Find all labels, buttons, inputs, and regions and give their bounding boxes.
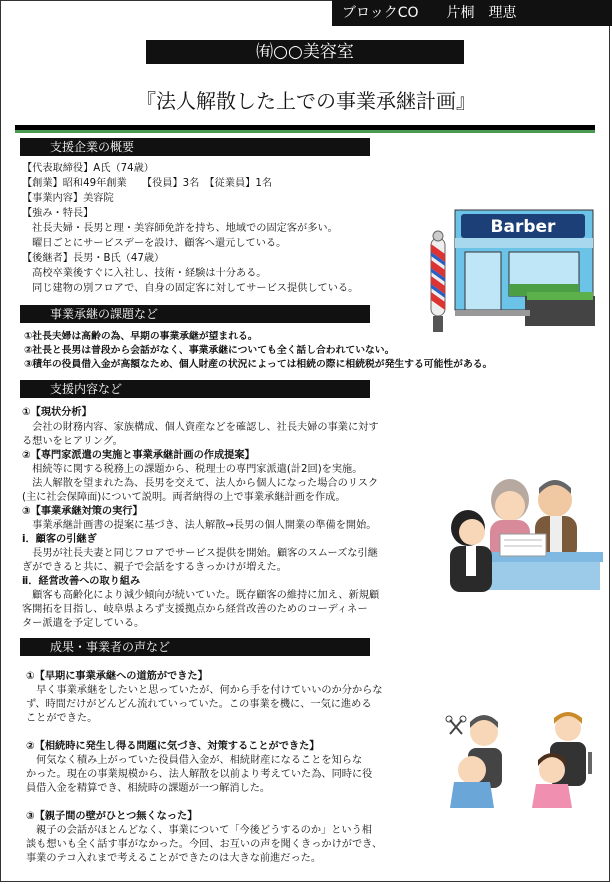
results-line: かった。現在の事業規模から、法人解散を以前より考えていた為、同時に役 bbox=[26, 769, 373, 780]
issue-item: ③積年の役員借入金が高額なため、個人財産の状況によっては相続の際に相続税が発生する可能性がある。 bbox=[24, 359, 493, 370]
support-line: 事業承継計画書の提案に基づき、法人解散→長男の個人開業の準備を開始。 bbox=[22, 520, 377, 531]
overview-line: 社長夫婦・長男と理・美容師免許を持ち、地域での固定客が多い。 bbox=[22, 223, 338, 234]
section-results-title: 成果・事業者の声など bbox=[50, 640, 171, 654]
issue-item: ②社長と長男は普段から会話がなく、事業承継についても全く話し合われていない。 bbox=[24, 345, 395, 356]
results-line: 親子の会話がほとんどなく、事業について「今後どうするのか」という相 bbox=[26, 825, 372, 836]
barber-shop-illustration bbox=[425, 200, 600, 335]
results-line: ①【早期に事業承継への道筋ができた】 bbox=[26, 671, 208, 682]
support-line: ⅱ．経営改善への取り組み bbox=[22, 576, 141, 587]
overview-line: 【代表取締役】A氏（74歳） bbox=[22, 163, 154, 174]
support-line: ①【現状分析】 bbox=[22, 407, 92, 418]
support-line: 客開拓を目指し、岐阜県よろず支援拠点から経営改善のためのコーディネー bbox=[22, 604, 368, 615]
section-overview-header bbox=[20, 138, 370, 156]
support-line: ⅰ．顧客の引継ぎ bbox=[22, 534, 97, 545]
title-rule-green bbox=[15, 130, 595, 133]
author-bar: ブロックCO 片桐 理恵 bbox=[332, 0, 612, 26]
overview-line: 高校卒業後すぐに入社し、技術・経験は十分ある。 bbox=[22, 268, 267, 279]
support-line: 会社の財務内容、家族構成、個人資産などを確認し、社長夫婦の事業に対す bbox=[22, 422, 379, 433]
barber-sign: Barber bbox=[490, 217, 556, 237]
overview-line: 【後継者】長男・B氏（47歳） bbox=[22, 253, 165, 264]
results-line: ③【親子間の壁がひとつ無くなった】 bbox=[26, 811, 198, 822]
overview-line: 【事業内容】美容院 bbox=[22, 193, 114, 204]
support-line: 相続等に関する税務上の課題から、税理士の専門家派遣(計2回)を実施。 bbox=[22, 464, 363, 475]
overview-line: 【創業】昭和49年創業 【役員】3名 【従業員】1名 bbox=[22, 178, 273, 189]
results-line: ことができた。 bbox=[26, 713, 98, 724]
support-line: る想いをヒアリング。 bbox=[22, 436, 123, 447]
overview-line: 【強み・特長】 bbox=[22, 208, 94, 219]
section-overview-title: 支援企業の概要 bbox=[50, 140, 135, 154]
results-line: ②【相続時に発生し得る問題に気づき、対策することができた】 bbox=[26, 741, 320, 752]
section-results-header bbox=[20, 638, 370, 656]
support-line: ター派遣を予定している。 bbox=[22, 618, 145, 629]
page-title: 『法人解散した上での事業承継計画』 bbox=[136, 89, 476, 113]
issue-item: ①社長夫婦は高齢の為、早期の事業承継が望まれる。 bbox=[24, 331, 258, 342]
support-line: 法人解散を望まれた為、長男を交えて、法人から個人になった場合のリスク bbox=[22, 478, 379, 489]
support-line: 長男が社長夫妻と同じフロアでサービス提供を開始。顧客のスムーズな引継 bbox=[22, 548, 378, 559]
results-line: 早く事業承継をしたいと思っていたが、何から手を付けていいのか分からな bbox=[26, 685, 383, 696]
support-line: ②【専門家派遣の実施と事業承継計画の作成提案】 bbox=[22, 450, 255, 461]
support-line: (主に社会保障面)について説明。両者納得の上で事業承継計画を作成。 bbox=[22, 492, 346, 503]
results-line: ず、時間だけがどんどん流れていっていた。この事業を機に、一気に進める bbox=[26, 699, 372, 710]
section-issues-header bbox=[20, 305, 370, 323]
section-support-title: 支援内容など bbox=[50, 382, 123, 396]
results-line: 事業のテコ入れまで考えることができたのは大きな前進だった。 bbox=[26, 853, 322, 864]
barbers-illustration bbox=[440, 708, 605, 808]
support-line: 顧客も高齢化により減少傾向が続いていた。既存顧客の維持に加え、新規顧 bbox=[22, 590, 380, 601]
overview-line: 同じ建物の別フロアで、自身の固定客に対してサービス提供している。 bbox=[22, 283, 359, 294]
overview-line: 曜日ごとにサービスデーを設け、顧客へ還元している。 bbox=[22, 238, 287, 249]
section-support-header bbox=[20, 380, 370, 398]
salon-name: ㈲○○美容室 bbox=[146, 40, 464, 64]
results-line: 談も想いも全く話す事がなかった。今回、お互いの声を聞くきっかけができ、 bbox=[26, 839, 383, 850]
results-line: 何気なく積み上がっていた役員借入金が、相続財産になることを知らな bbox=[26, 755, 363, 766]
consultation-illustration bbox=[438, 470, 603, 600]
results-line: 員借入金を精算でき、相続時の課題が一つ解消した。 bbox=[26, 783, 271, 794]
support-line: ぎができると共に、親子で会話をするきっかけが増えた。 bbox=[22, 562, 287, 573]
support-line: ③【事業承継対策の実行】 bbox=[22, 506, 143, 517]
section-issues-title: 事業承継の課題など bbox=[50, 307, 159, 321]
